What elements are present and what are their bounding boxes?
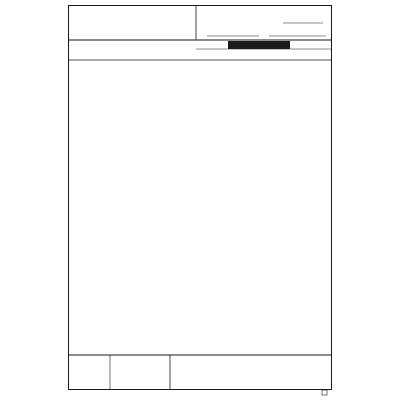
cassa-header-fill — [228, 41, 290, 49]
form-border — [69, 6, 332, 390]
corner-checkbox — [322, 390, 327, 395]
